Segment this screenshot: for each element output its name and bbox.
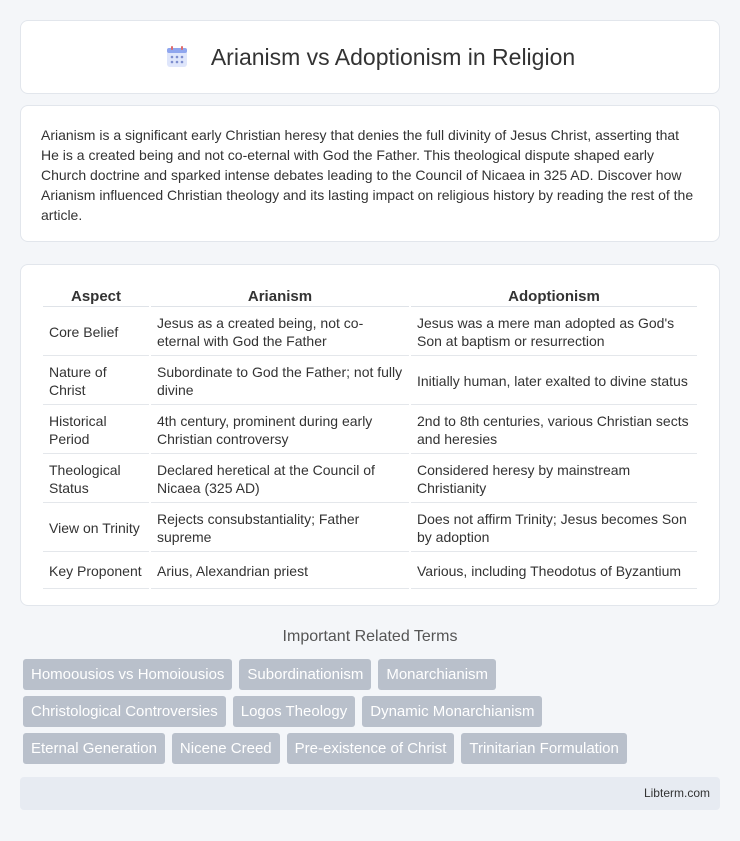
footer-link[interactable]: Libterm.com — [643, 786, 710, 800]
tag-dynamic-monarchianism[interactable]: Dynamic Monarchianism — [362, 696, 542, 727]
table-row — [43, 456, 697, 503]
header-adoptionism: Adoptionism — [411, 286, 697, 307]
title-card — [20, 20, 720, 94]
table-header-row — [43, 286, 697, 307]
tag-logos-theology[interactable]: Logos Theology — [233, 696, 355, 727]
cell-adoptionism: 2nd to 8th centuries, various Christian sects and heresies — [411, 407, 697, 454]
table-row — [43, 407, 697, 454]
comparison-table — [41, 284, 699, 591]
tag-eternal-generation[interactable]: Eternal Generation — [23, 733, 165, 764]
cell-aspect: Nature of Christ — [43, 358, 149, 405]
cell-arianism: Arius, Alexandrian priest — [151, 554, 409, 589]
table-row — [43, 554, 697, 589]
related-terms-tags — [23, 659, 723, 770]
tag-row — [23, 696, 723, 727]
table-row — [43, 309, 697, 356]
cell-aspect: Key Proponent — [43, 554, 149, 589]
cell-adoptionism: Considered heresy by mainstream Christianity — [411, 456, 697, 503]
table-row — [43, 358, 697, 405]
cell-arianism: Subordinate to God the Father; not fully divine — [151, 358, 409, 405]
tag-monarchianism[interactable]: Monarchianism — [378, 659, 496, 690]
page-title: Arianism vs Adoptionism in Religion — [210, 43, 576, 70]
cell-arianism: Jesus as a created being, not co-eternal with God the Father — [151, 309, 409, 356]
header-aspect: Aspect — [43, 286, 149, 307]
tag-christological-controversies[interactable]: Christological Controversies — [23, 696, 226, 727]
cell-arianism: 4th century, prominent during early Christian controversy — [151, 407, 409, 454]
cell-adoptionism: Does not affirm Trinity; Jesus becomes Son by adoption — [411, 505, 697, 552]
tag-pre-existence[interactable]: Pre-existence of Christ — [287, 733, 455, 764]
cell-adoptionism: Initially human, later exalted to divine status — [411, 358, 697, 405]
cell-aspect: Historical Period — [43, 407, 149, 454]
calendar-grid-icon — [165, 45, 189, 69]
tag-row — [23, 659, 723, 690]
cell-arianism: Rejects consubstantiality; Father supreme — [151, 505, 409, 552]
tag-nicene-creed[interactable]: Nicene Creed — [172, 733, 280, 764]
related-terms-title: Important Related Terms — [282, 628, 458, 645]
tag-row — [23, 733, 723, 764]
cell-adoptionism: Jesus was a mere man adopted as God's Son at baptism or resurrection — [411, 309, 697, 356]
intro-text: Arianism is a significant early Christian heresy that denies the full divinity of Jesus Christ, asserting that He is a created being and not co-eternal with God the Father. This theological dispute shaped early Church doctrine and sparked intense debates leading to the Council of Nicaea in 325 AD. Discover how Arianism influenced Christian theology and its lasting impact on religious history by reading the rest of the article. — [41, 127, 694, 223]
footer — [20, 777, 720, 810]
intro-card — [20, 105, 720, 242]
comparison-table-card — [20, 264, 720, 606]
table-row — [43, 505, 697, 552]
cell-adoptionism: Various, including Theodotus of Byzantium — [411, 554, 697, 589]
tag-subordinationism[interactable]: Subordinationism — [239, 659, 371, 690]
cell-aspect: Theological Status — [43, 456, 149, 503]
cell-aspect: View on Trinity — [43, 505, 149, 552]
cell-aspect: Core Belief — [43, 309, 149, 356]
tag-homoousios[interactable]: Homoousios vs Homoiousios — [23, 659, 232, 690]
header-arianism: Arianism — [151, 286, 409, 307]
tag-trinitarian-formulation[interactable]: Trinitarian Formulation — [461, 733, 627, 764]
cell-arianism: Declared heretical at the Council of Nicaea (325 AD) — [151, 456, 409, 503]
